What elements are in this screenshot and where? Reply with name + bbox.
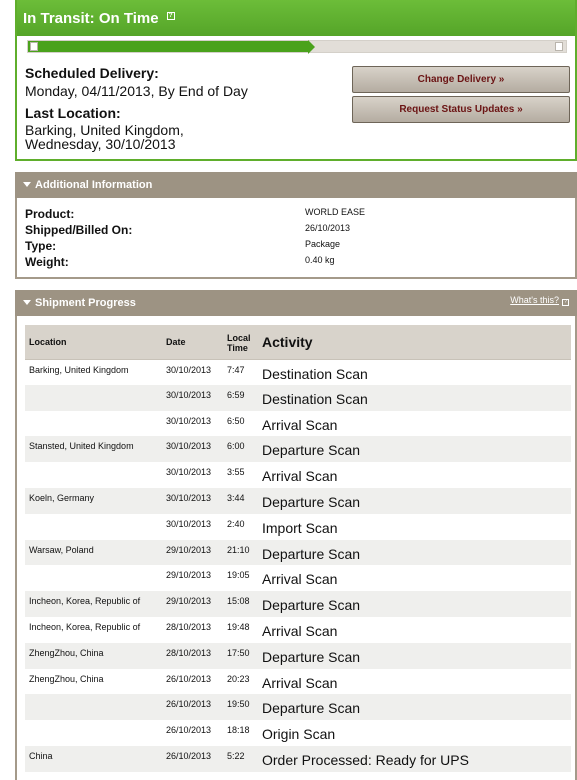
cell-date: 28/10/2013 xyxy=(162,643,223,669)
scheduled-delivery-label: Scheduled Delivery: xyxy=(25,65,159,81)
cell-local-time: 20:23 xyxy=(223,669,258,695)
table-row xyxy=(25,746,571,772)
shipped-billed-label: Shipped/Billed On: xyxy=(25,223,133,237)
cell-activity: Departure Scan xyxy=(258,436,571,462)
cell-location: Barking, United Kingdom xyxy=(25,359,162,385)
cell-activity: Origin Scan xyxy=(258,720,571,746)
cell-date: 30/10/2013 xyxy=(162,462,223,488)
cell-location xyxy=(25,411,162,437)
cell-activity: Import Scan xyxy=(258,514,571,540)
table-row xyxy=(25,720,571,746)
cell-location: Incheon, Korea, Republic of xyxy=(25,591,162,617)
whats-this-link[interactable] xyxy=(510,295,569,306)
table-row xyxy=(25,411,571,437)
cell-date: 29/10/2013 xyxy=(162,540,223,566)
table-row xyxy=(25,436,571,462)
cell-date: 30/10/2013 xyxy=(162,514,223,540)
cell-date: 29/10/2013 xyxy=(162,591,223,617)
progress-end-marker xyxy=(555,42,563,51)
cell-activity: Arrival Scan xyxy=(258,411,571,437)
cell-location: Warsaw, Poland xyxy=(25,540,162,566)
cell-date: 30/10/2013 xyxy=(162,359,223,385)
column-header-date: Date xyxy=(162,325,223,359)
cell-location: ZhengZhou, China xyxy=(25,643,162,669)
weight-label: Weight: xyxy=(25,255,69,269)
cell-location xyxy=(25,565,162,591)
activity-table-body xyxy=(25,359,571,772)
additional-info-header[interactable] xyxy=(15,172,577,198)
cell-activity: Destination Scan xyxy=(258,385,571,411)
cell-date: 30/10/2013 xyxy=(162,385,223,411)
cell-local-time: 6:59 xyxy=(223,385,258,411)
progress-bar-fill xyxy=(28,41,308,52)
table-row xyxy=(25,694,571,720)
info-icon: ? xyxy=(562,299,569,306)
table-row xyxy=(25,565,571,591)
cell-local-time: 2:40 xyxy=(223,514,258,540)
last-location-label: Last Location: xyxy=(25,105,121,121)
cell-local-time: 19:50 xyxy=(223,694,258,720)
table-row xyxy=(25,359,571,385)
table-row xyxy=(25,591,571,617)
column-header-activity: Activity xyxy=(258,325,571,359)
cell-local-time: 19:05 xyxy=(223,565,258,591)
cell-activity: Order Processed: Ready for UPS xyxy=(258,746,571,772)
cell-activity: Arrival Scan xyxy=(258,617,571,643)
additional-info-title: Additional Information xyxy=(35,179,153,191)
cell-date: 30/10/2013 xyxy=(162,488,223,514)
table-row xyxy=(25,514,571,540)
cell-activity: Departure Scan xyxy=(258,643,571,669)
type-label: Type: xyxy=(25,239,57,253)
info-icon[interactable]: ? xyxy=(167,12,175,20)
table-row xyxy=(25,540,571,566)
table-header-row xyxy=(25,325,571,359)
cell-date: 30/10/2013 xyxy=(162,436,223,462)
shipment-progress-header[interactable] xyxy=(15,290,577,316)
column-header-local-time: Local Time xyxy=(223,325,258,359)
shipment-progress-panel xyxy=(15,316,577,780)
cell-local-time: 3:44 xyxy=(223,488,258,514)
table-row xyxy=(25,617,571,643)
product-label: Product: xyxy=(25,207,75,221)
cell-activity: Departure Scan xyxy=(258,591,571,617)
cell-date: 26/10/2013 xyxy=(162,694,223,720)
caret-down-icon xyxy=(23,300,31,305)
cell-local-time: 3:55 xyxy=(223,462,258,488)
cell-activity: Arrival Scan xyxy=(258,565,571,591)
cell-local-time: 15:08 xyxy=(223,591,258,617)
cell-local-time: 17:50 xyxy=(223,643,258,669)
table-row xyxy=(25,643,571,669)
cell-activity: Departure Scan xyxy=(258,540,571,566)
column-header-location: Location xyxy=(25,325,162,359)
table-row xyxy=(25,669,571,695)
status-panel xyxy=(15,0,577,161)
cell-location xyxy=(25,462,162,488)
cell-activity: Arrival Scan xyxy=(258,669,571,695)
table-row xyxy=(25,488,571,514)
type-value: Package xyxy=(305,239,341,249)
cell-date: 29/10/2013 xyxy=(162,565,223,591)
weight-value: 0.40 kg xyxy=(305,255,335,265)
cell-activity: Arrival Scan xyxy=(258,462,571,488)
cell-location: Stansted, United Kingdom xyxy=(25,436,162,462)
request-status-updates-button[interactable]: Request Status Updates » xyxy=(352,96,570,123)
cell-activity: Departure Scan xyxy=(258,694,571,720)
cell-date: 26/10/2013 xyxy=(162,720,223,746)
cell-local-time: 6:00 xyxy=(223,436,258,462)
cell-location xyxy=(25,385,162,411)
cell-local-time: 21:10 xyxy=(223,540,258,566)
cell-location xyxy=(25,514,162,540)
change-delivery-button[interactable]: Change Delivery » xyxy=(352,66,570,93)
scheduled-delivery-value: Monday, 04/11/2013, By End of Day xyxy=(25,83,248,99)
shipped-billed-value: 26/10/2013 xyxy=(305,223,351,233)
cell-location xyxy=(25,720,162,746)
cell-local-time: 6:50 xyxy=(223,411,258,437)
cell-activity: Destination Scan xyxy=(258,359,571,385)
cell-location: China xyxy=(25,746,162,772)
cell-local-time: 7:47 xyxy=(223,359,258,385)
progress-bar xyxy=(27,40,567,53)
cell-location: ZhengZhou, China xyxy=(25,669,162,695)
cell-date: 26/10/2013 xyxy=(162,669,223,695)
cell-date: 28/10/2013 xyxy=(162,617,223,643)
cell-date: 30/10/2013 xyxy=(162,411,223,437)
progress-start-marker xyxy=(30,42,38,51)
cell-location: Koeln, Germany xyxy=(25,488,162,514)
cell-local-time: 18:18 xyxy=(223,720,258,746)
status-title: In Transit: On Time xyxy=(23,10,159,27)
cell-location xyxy=(25,694,162,720)
additional-info-panel xyxy=(15,198,577,279)
cell-activity: Departure Scan xyxy=(258,488,571,514)
cell-local-time: 5:22 xyxy=(223,746,258,772)
cell-location: Incheon, Korea, Republic of xyxy=(25,617,162,643)
cell-date: 26/10/2013 xyxy=(162,746,223,772)
activity-table xyxy=(25,325,571,772)
shipment-progress-title: Shipment Progress xyxy=(35,297,136,309)
status-header xyxy=(17,0,575,36)
table-row xyxy=(25,385,571,411)
product-value: WORLD EASE xyxy=(305,207,366,217)
last-location-date: Wednesday, 30/10/2013 xyxy=(25,136,176,152)
table-row xyxy=(25,462,571,488)
last-location-place: Barking, United Kingdom, xyxy=(25,122,184,138)
cell-local-time: 19:48 xyxy=(223,617,258,643)
whats-this-label: What's this? xyxy=(510,295,559,305)
caret-down-icon xyxy=(23,182,31,187)
